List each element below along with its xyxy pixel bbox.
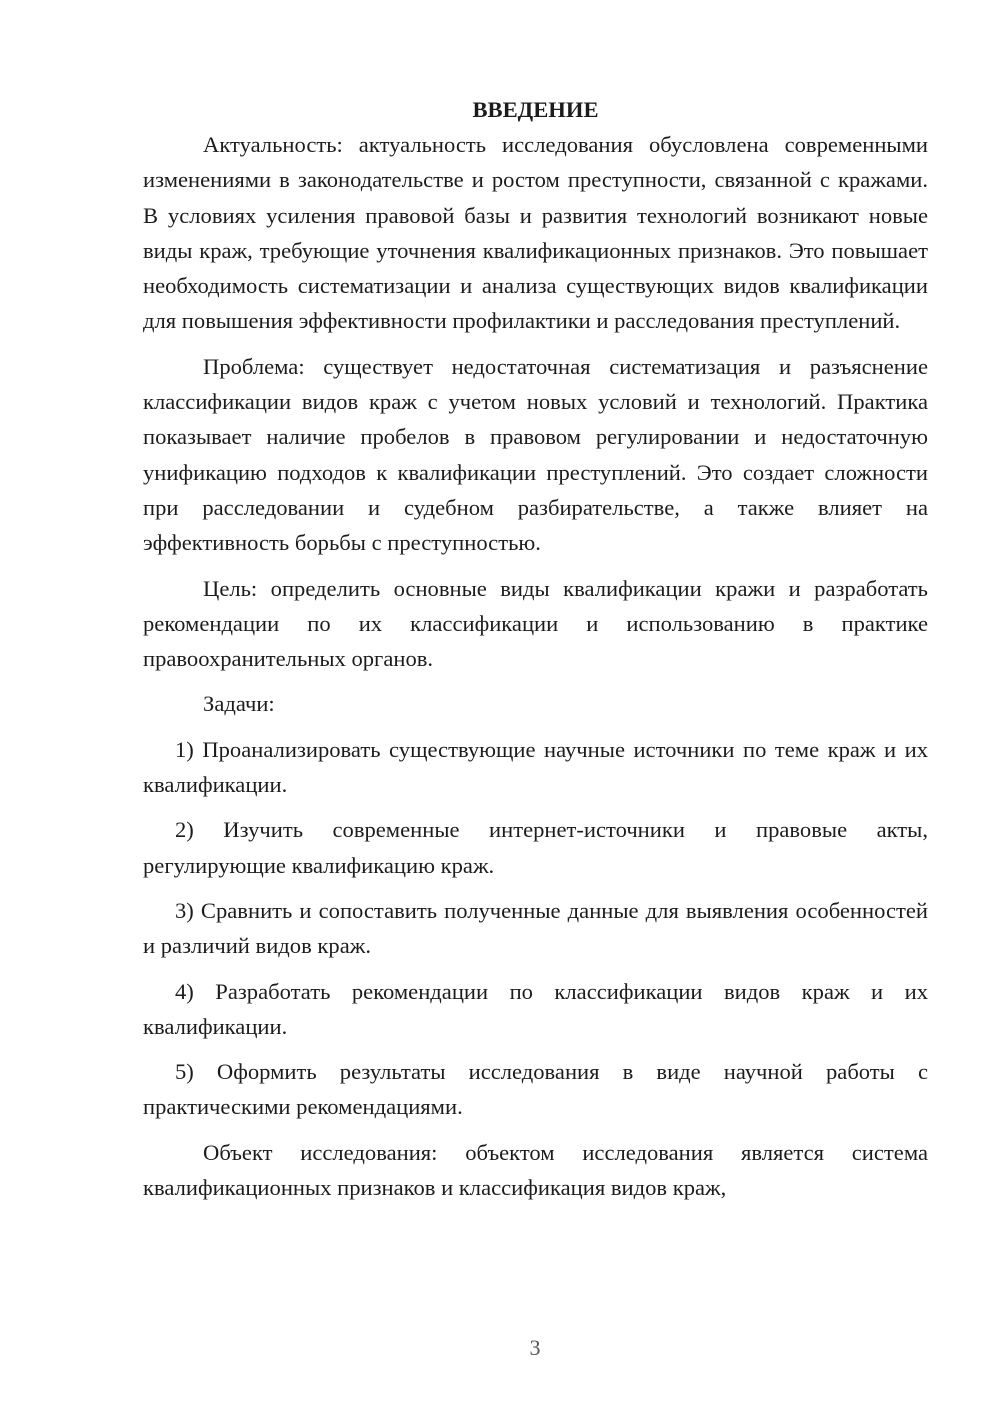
task-item: 4) Разработать рекомендации по классификации видов краж и их квалификации. [143,978,928,1039]
tasks-heading: Задачи: [203,691,275,717]
paragraph-object: Объект исследования: объектом исследования является система квалификационных признаков и классификация видов краж, [143,1139,928,1201]
task-item: 3) Сравнить и сопоставить полученные данные для выявления особенностей и различий видов краж. [143,897,928,959]
task-item: 1) Проанализировать существующие научные источники по теме краж и их квалификации. [143,736,928,798]
section-title: ВВЕДЕНИЕ [472,97,599,122]
paragraph-relevance: Актуальность: актуальность исследования обусловлена современными изменениями в законодательстве и ростом преступности, связанной с кражами. В условиях усиления правовой базы и развития технологий возникают новые виды краж, требующие уточнения квалификационных признаков. Это повышает необходимость систематизации и анализа существующих видов квалификации для повышения эффективности профилактики и расследования преступлений. [143,132,928,334]
task-item: 5) Оформить результаты исследования в виде научной работы с практическими рекомендациями. [143,1059,928,1120]
page-number: 3 [529,1335,541,1360]
paragraph-problem: Проблема: существует недостаточная систематизация и разъяснение классификации видов краж с учетом новых условий и технологий. Практика показывает наличие пробелов в правовом регулировании и недостаточную унификацию подходов к квалификации преступлений. Это создает сложности при расследовании и судебном разбирательстве, а также влияет на эффективность борьбы с преступностью. [143,353,928,556]
paragraph-goal: Цель: определить основные виды квалификации кражи и разработать рекомендации по их классификации и использованию в практике правоохранительных органов. [143,575,928,672]
page-content [143,92,928,1205]
task-item: 2) Изучить современные интернет-источники и правовые акты, регулирующие квалификацию краж. [143,817,928,878]
